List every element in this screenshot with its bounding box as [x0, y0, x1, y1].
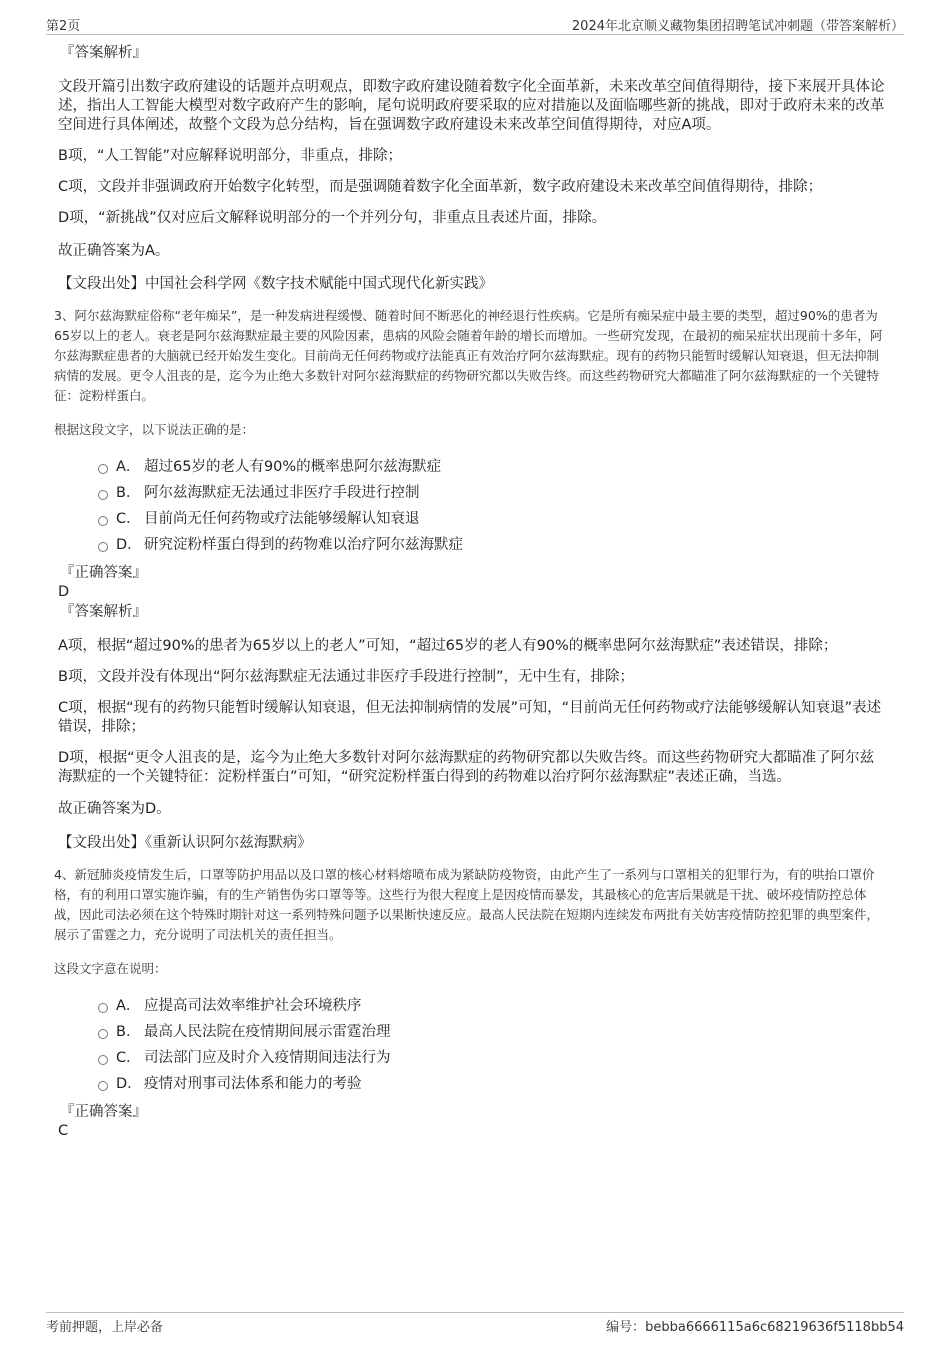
q2-analysis-c: C项，文段并非强调政府开始数字化转型，而是强调随着数字化全面革新，数字政府建设未来改革空间值得期待，排除；: [58, 179, 823, 195]
radio-icon[interactable]: [98, 490, 108, 500]
page-number: 第2页: [46, 19, 81, 34]
code-value: bebba6666115a6c68219636f5118bb54: [645, 1320, 904, 1335]
q3-conclusion: 故正确答案为D。: [58, 801, 171, 817]
q3-analysis-b: B项，文段并没有体现出“阿尔兹海默症无法通过非医疗手段进行控制”，无中生有，排除；: [58, 669, 634, 685]
q3-analysis-a: A项，根据“超过90%的患者为65岁以上的老人”可知，“超过65岁的老人有90%的概率患阿尔兹海默症”表述错误，排除；: [58, 638, 838, 654]
q4-answer: C: [58, 1123, 69, 1139]
q3-analysis-d: D项，根据“更令人沮丧的是，迄今为止绝大多数针对阿尔兹海默症的药物研究都以失败告终。而这些药物研究大都瞄准了阿尔兹海默症的一个关键特征：淀粉样蛋白”可知，“研究淀粉样蛋白得到的药物难以治疗阿尔兹海默症”表述正确，当选。: [58, 750, 875, 785]
page-footer: [46, 1312, 904, 1335]
q2-analysis-paragraph: 文段开篇引出数字政府建设的话题并点明观点，即数字政府建设随着数字化全面革新，未来改革空间值得期待，接下来展开具体论述，指出人工智能大模型对数字政府产生的影响，尾句说明政府要采取的应对措施以及面临哪些新的挑战，即对于政府未来的改革空间进行具体阐述，故整个文段为总分结构，旨在强调数字政府建设未来改革空间值得期待，对应A项。: [58, 79, 885, 133]
q3-analysis-c: C项，根据“现有的药物只能暂时缓解认知衰退，但无法抑制病情的发展”可知，“目前尚无任何药物或疗法能够缓解认知衰退”表述错误，排除；: [58, 700, 882, 735]
radio-icon[interactable]: [98, 1055, 108, 1065]
q3-option-a[interactable]: A． 超过65岁的老人有90%的概率患阿尔兹海默症: [98, 454, 888, 480]
q4-prompt: 这段文字意在说明：: [54, 961, 167, 976]
q2-analysis-heading: 『答案解析』: [60, 45, 147, 61]
q4-option-d[interactable]: D． 疫情对刑事司法体系和能力的考验: [98, 1071, 888, 1097]
q3-source: 【文段出处】《重新认识阿尔兹海默病》: [58, 835, 312, 851]
page-header: [46, 12, 904, 35]
document-title: 2024年北京顺义藏物集团招聘笔试冲刺题（带答案解析）: [571, 19, 904, 34]
q3-option-d[interactable]: D． 研究淀粉样蛋白得到的药物难以治疗阿尔兹海默症: [98, 532, 888, 558]
q2-conclusion: 故正确答案为A。: [58, 243, 170, 259]
page-content: [54, 44, 888, 1141]
footer-slogan: 考前押题，上岸必备: [46, 1320, 164, 1335]
q2-analysis-b: B项，“人工智能”对应解释说明部分，非重点，排除；: [58, 148, 402, 164]
q2-source: 【文段出处】中国社会科学网《数字技术赋能中国式现代化新实践》: [58, 276, 493, 292]
q4-options: [98, 993, 888, 1097]
q4-option-c[interactable]: C． 司法部门应及时介入疫情期间违法行为: [98, 1045, 888, 1071]
document-code: [606, 1316, 904, 1335]
q4-answer-heading: 『正确答案』: [60, 1104, 147, 1120]
code-label: 编号：: [606, 1320, 646, 1335]
q3-answer: D: [58, 584, 70, 600]
radio-icon[interactable]: [98, 542, 108, 552]
q3-analysis-heading: 『答案解析』: [60, 604, 147, 620]
q4-option-b[interactable]: B． 最高人民法院在疫情期间展示雷霆治理: [98, 1019, 888, 1045]
q3-passage: 3、阿尔兹海默症俗称“老年痴呆”，是一种发病进程缓慢、随着时间不断恶化的神经退行性疾病。它是所有痴呆症中最主要的类型，超过90%的患者为65岁以上的老人。衰老是阿尔兹海默症最主要的风险因素，患病的风险会随着年龄的增长而增加。一些研究发现，在最初的痴呆症状出现前十多年，阿尔兹海默症患者的大脑就已经开始发生变化。目前尚无任何药物或疗法能真正有效治疗阿尔兹海默症。现有的药物只能暂时缓解认知衰退，但无法抑制病情的发展。更令人沮丧的是，迄今为止绝大多数针对阿尔兹海默症的药物研究都以失败告终。而这些药物研究大都瞄准了阿尔兹海默症的一个关键特征：淀粉样蛋白。: [54, 308, 883, 403]
q3-prompt: 根据这段文字，以下说法正确的是：: [54, 422, 255, 437]
q3-options: [98, 454, 888, 558]
q4-passage: 4、新冠肺炎疫情发生后，口罩等防护用品以及口罩的核心材料熔喷布成为紧缺防疫物资，由此产生了一系列与口罩相关的犯罪行为，有的哄抬口罩价格，有的利用口罩实施诈骗，有的生产销售伪劣口罩等等。这些行为很大程度上是因疫情而暴发，其最核心的危害后果就是干扰、破坏疫情防控总体战，因此司法必须在这个特殊时期针对这一系列特殊问题予以果断快速反应。最高人民法院在短期内连续发布两批有关妨害疫情防控犯罪的典型案件，展示了雷霆之力，充分说明了司法机关的责任担当。: [54, 867, 880, 942]
radio-icon[interactable]: [98, 1029, 108, 1039]
q3-answer-heading: 『正确答案』: [60, 565, 147, 581]
q3-option-c[interactable]: C． 目前尚无任何药物或疗法能够缓解认知衰退: [98, 506, 888, 532]
radio-icon[interactable]: [98, 1081, 108, 1091]
q3-option-b[interactable]: B． 阿尔兹海默症无法通过非医疗手段进行控制: [98, 480, 888, 506]
radio-icon[interactable]: [98, 516, 108, 526]
q4-option-a[interactable]: A． 应提高司法效率维护社会环境秩序: [98, 993, 888, 1019]
q2-analysis-d: D项，“新挑战”仅对应后文解释说明部分的一个并列分句，非重点且表述片面，排除。: [58, 210, 607, 226]
radio-icon[interactable]: [98, 1003, 108, 1013]
radio-icon[interactable]: [98, 464, 108, 474]
